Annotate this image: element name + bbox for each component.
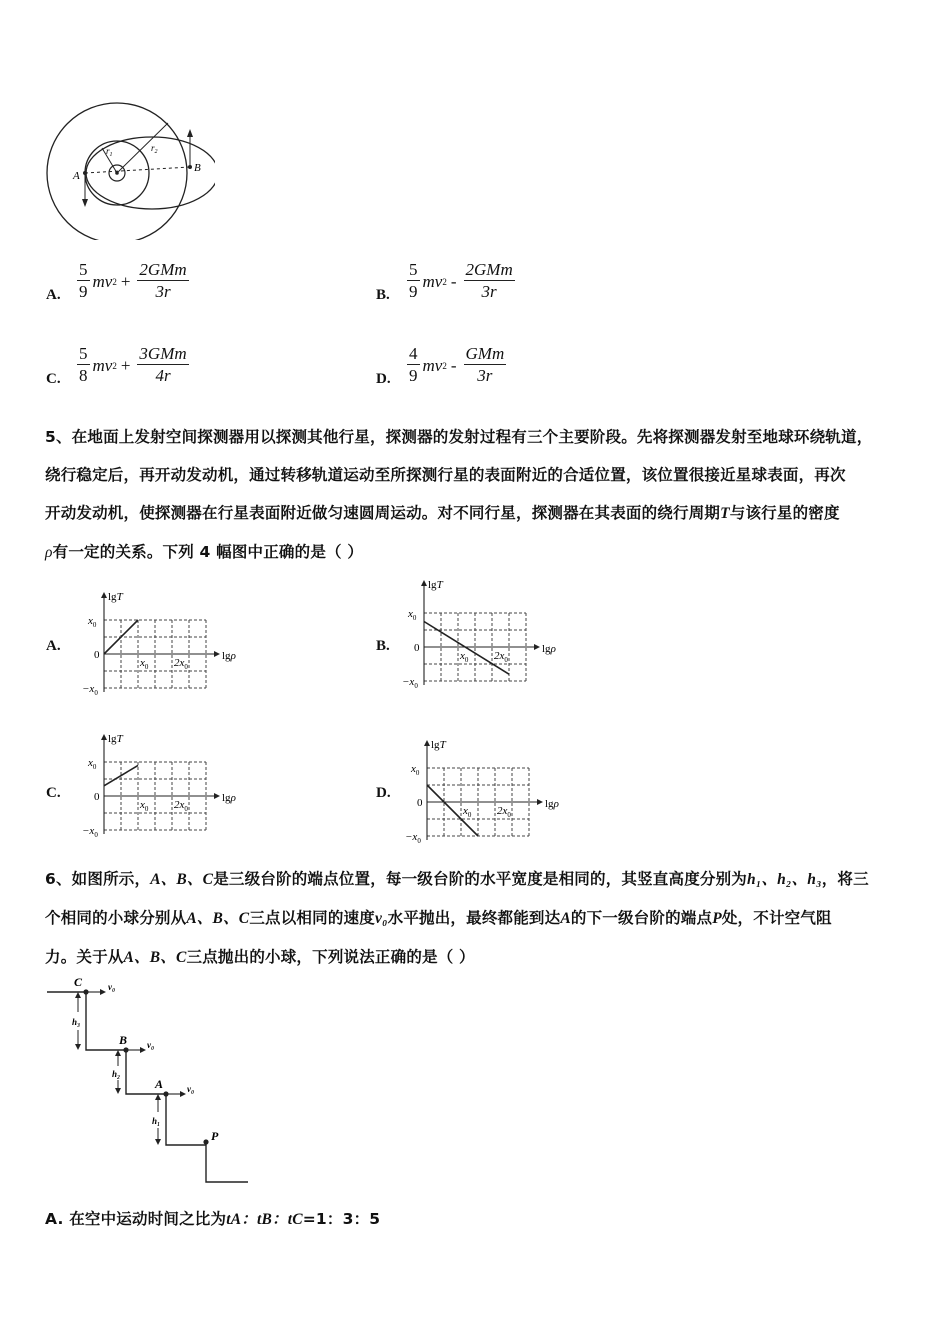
q5-line4: ρ有一定的关系。下列 4 幅图中正确的是（ ） xyxy=(45,543,364,561)
q5-option-a-label[interactable]: A. xyxy=(46,638,61,654)
y-axis-arrow xyxy=(101,592,107,598)
y-axis-arrow xyxy=(101,734,107,740)
v0-label-c: v₀ xyxy=(108,982,116,992)
x-axis-arrow xyxy=(537,799,543,805)
tick-neg-x0: $-x_0$ xyxy=(402,676,418,690)
q6-line1: 6、如图所示，A、B、C是三级台阶的端点位置，每一级台阶的水平宽度是相同的，其竖直高度分别为h₁、h₂、h₃，将三 xyxy=(45,870,869,888)
q4-option-a-formula[interactable]: 5 9 mv 2 + 2GMm 3r xyxy=(79,260,187,301)
tick-2x0: $2x_0$ xyxy=(174,657,188,671)
y-axis-label: lgT xyxy=(108,591,123,603)
stairs-figure xyxy=(40,972,255,1187)
x-axis-label: lgρ xyxy=(222,650,236,662)
q4-option-b-formula[interactable]: 5 9 mv 2 - 2GMm 3r xyxy=(409,260,513,301)
q5-line1: 5、在地面上发射空间探测器用以探测其他行星，探测器的发射过程有三个主要阶段。先将探测器发射至地球环绕轨道， xyxy=(45,428,873,446)
h2-label: h₂ xyxy=(112,1069,121,1079)
tick-zero: 0 xyxy=(417,797,423,809)
q5-graph-a[interactable] xyxy=(82,588,242,703)
q6-line2: 个相同的小球分别从A、B、C三点以相同的速度v₀水平抛出，最终都能到达A的下一级台阶的端点P处，不计空气阻 xyxy=(45,909,832,927)
q5-question xyxy=(45,418,915,572)
point-a-label: A xyxy=(73,170,80,182)
q6-question xyxy=(45,860,915,977)
q5-graph-d[interactable] xyxy=(405,736,575,851)
x-axis-label: lgρ xyxy=(545,798,559,810)
point-b-label: B xyxy=(119,1033,128,1047)
point-a-label: A xyxy=(155,1077,164,1091)
point-c-label: C xyxy=(74,975,83,989)
tick-x0-x: $x_0$ xyxy=(140,799,149,813)
y-axis-label: lgT xyxy=(431,739,446,751)
q5-graph-b[interactable] xyxy=(402,576,577,701)
tick-x0-x: $x_0$ xyxy=(140,657,149,671)
tick-2x0: $2x_0$ xyxy=(174,799,188,813)
point-p-label: P xyxy=(211,1129,219,1143)
tick-zero: 0 xyxy=(414,642,420,654)
x-axis-arrow xyxy=(214,793,220,799)
tick-x0-x: $x_0$ xyxy=(460,650,469,664)
q4-option-b-label[interactable]: B. xyxy=(376,287,390,303)
tick-zero: 0 xyxy=(94,649,100,661)
v0-label-a: v₀ xyxy=(187,1084,195,1094)
tick-x0: $x_0$ xyxy=(88,615,97,629)
tick-x0: $x_0$ xyxy=(411,763,420,777)
tick-2x0: $2x_0$ xyxy=(497,805,511,819)
point-b-label: B xyxy=(194,162,201,174)
tick-neg-x0: $-x_0$ xyxy=(82,825,98,839)
data-line xyxy=(424,622,509,675)
q6-option-a[interactable]: A. 在空中运动时间之比为tA：tB：tC=1：3：5 xyxy=(45,1210,381,1228)
r2-label: $r_2$ xyxy=(151,143,158,155)
q4-option-d-formula[interactable]: 4 9 mv 2 - GMm 3r xyxy=(409,344,505,385)
h1-label: h₁ xyxy=(152,1116,161,1126)
v0-label-b: v₀ xyxy=(147,1040,155,1050)
q5-option-d-label[interactable]: D. xyxy=(376,785,391,801)
q5-line2: 绕行稳定后，再开动发动机，通过转移轨道运动至所探测行星的表面附近的合适位置，该位置很接近星球表面，再次 xyxy=(45,466,846,484)
q5-option-c-label[interactable]: C. xyxy=(46,785,61,801)
x-axis-arrow xyxy=(534,644,540,650)
tick-x0-x: $x_0$ xyxy=(463,805,472,819)
y-axis-label: lgT xyxy=(108,733,123,745)
orbit-figure xyxy=(40,95,215,240)
q5-line3: 开动发动机，使探测器在行星表面附近做匀速圆周运动。对不同行星，探测器在其表面的绕行周期T与该行星的密度 xyxy=(45,504,840,522)
tick-x0: $x_0$ xyxy=(408,608,417,622)
q4-option-c-label[interactable]: C. xyxy=(46,371,61,387)
y-axis-arrow xyxy=(421,580,427,586)
y-axis-label: lgT xyxy=(428,579,443,591)
tick-zero: 0 xyxy=(94,791,100,803)
x-axis-label: lgρ xyxy=(542,643,556,655)
y-axis-arrow xyxy=(424,740,430,746)
x-axis-arrow xyxy=(214,651,220,657)
q4-option-d-label[interactable]: D. xyxy=(376,371,391,387)
tick-neg-x0: $-x_0$ xyxy=(82,683,98,697)
q6-line3: 力。关于从A、B、C三点抛出的小球，下列说法正确的是（ ） xyxy=(45,948,475,966)
q5-graph-c[interactable] xyxy=(82,730,242,845)
q5-option-b-label[interactable]: B. xyxy=(376,638,390,654)
tick-x0: $x_0$ xyxy=(88,757,97,771)
q4-option-c-formula[interactable]: 5 8 mv 2 + 3GMm 4r xyxy=(79,344,187,385)
tick-2x0: $2x_0$ xyxy=(494,650,508,664)
x-axis-label: lgρ xyxy=(222,792,236,804)
h3-label: h₃ xyxy=(72,1017,81,1027)
r1-label: $r_1$ xyxy=(106,146,113,158)
tick-neg-x0: $-x_0$ xyxy=(405,831,421,845)
q4-option-a-label[interactable]: A. xyxy=(46,287,61,303)
